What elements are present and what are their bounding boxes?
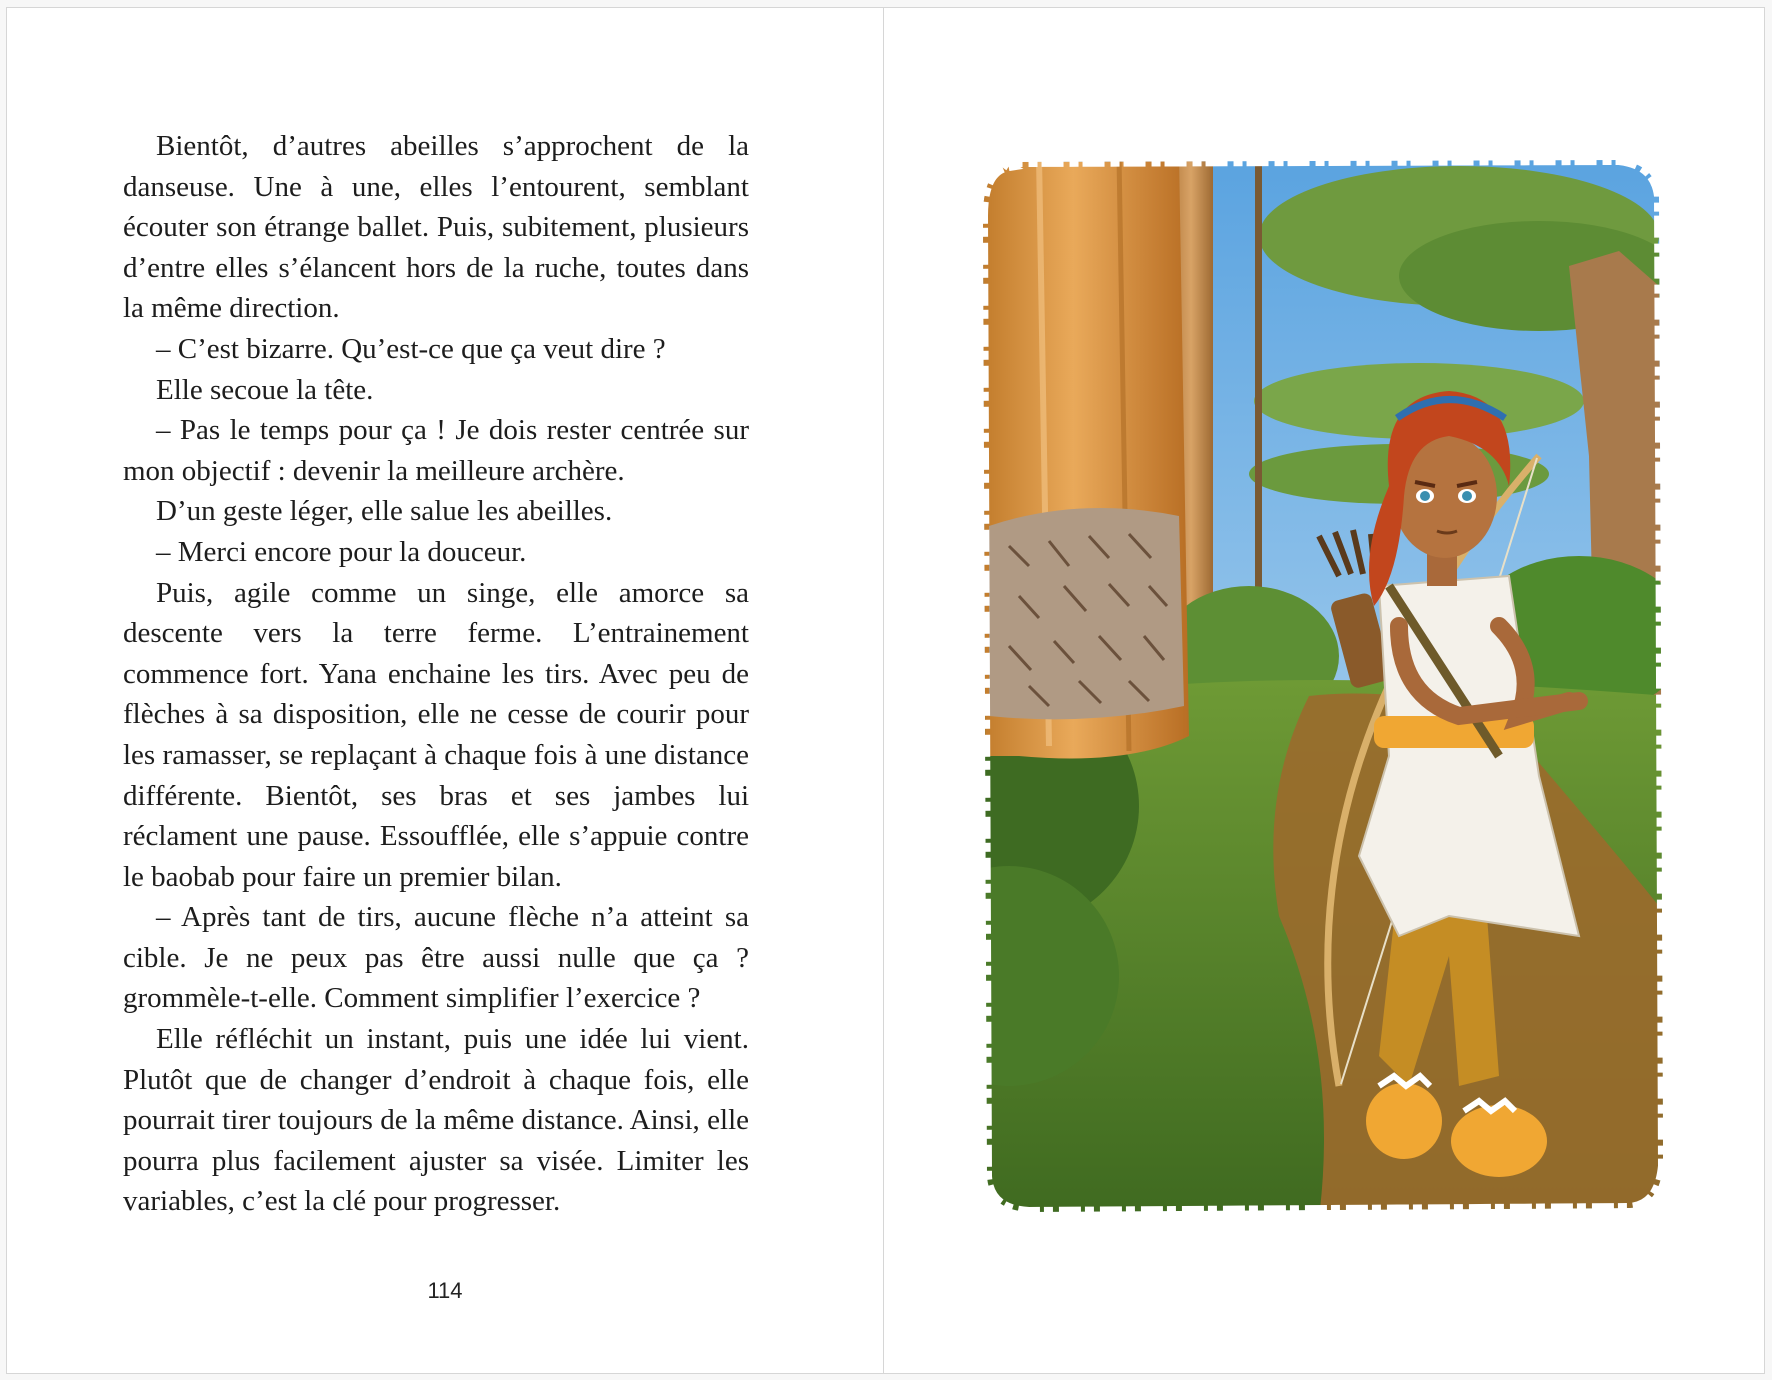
paragraph: – Après tant de tirs, aucune flèche n’a atteint sa cible. Je ne peux pas être aussi nulle que ça ? grommèle-t-elle. Comment simplifier l’exercice ? [123,901,749,1015]
page-number: 114 [427,1278,463,1303]
right-page [883,7,1765,1374]
forest-archer-illustration [979,156,1667,1218]
body-text [123,126,749,1222]
paragraph: – Pas le temps pour ça ! Je dois rester centrée sur mon objectif : devenir la meilleure archère. [123,414,749,487]
paragraph: D’un geste léger, elle salue les abeilles. [156,495,613,528]
left-page [6,7,884,1374]
boot [1451,1105,1547,1177]
paragraph: – C’est bizarre. Qu’est-ce que ça veut dire ? [156,332,666,365]
paragraph: Bientôt, d’autres abeilles s’approchent de la danseuse. Une à une, elles l’entourent, semblant écouter son étrange ballet. Puis, subitement, plusieurs d’entre elles s’élancent hors de la ruche, toutes dans la même direction. [123,130,749,325]
paragraph: – Merci encore pour la douceur. [156,535,527,568]
paragraph: Puis, agile comme un singe, elle amorce sa descente vers la terre ferme. L’entrainement commence fort. Yana enchaine les tirs. Avec peu de flèches à sa disposition, elle ne cesse de courir pour les ramasser, se replaçant à chaque fois à une distance différente. Bientôt, ses bras et ses jambes lui réclament une pause. Essoufflée, elle s’appuie contre le baobab pour faire un premier bilan. [123,576,749,893]
paragraph: Elle réfléchit un instant, puis une idée lui vient. Plutôt que de changer d’endroit à chaque fois, elle pourrait tirer toujours de la même distance. Ainsi, elle pourra plus facilement ajuster sa visée. Limiter les variables, c’est la clé pour progresser. [123,1023,749,1218]
boot [1366,1083,1442,1159]
paragraph: Elle secoue la tête. [156,373,374,406]
